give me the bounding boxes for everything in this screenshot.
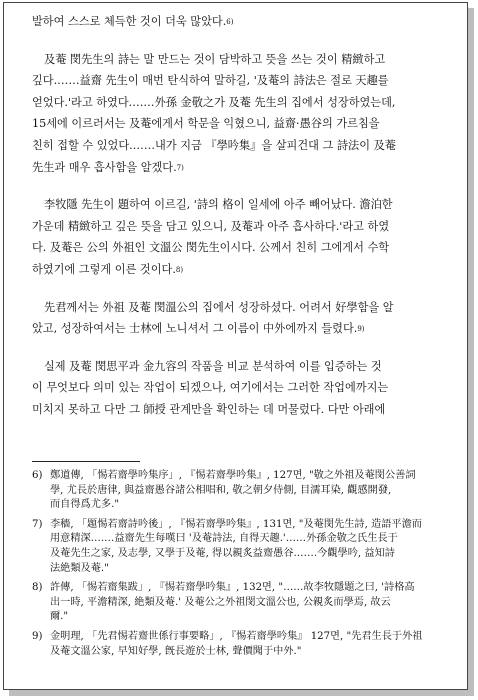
text-line: 하였기에 그렇게 이른 것이다. (32, 262, 176, 276)
main-text (32, 11, 456, 421)
footnote-line: 及菴文溫公家, 早知好學, 旣長遊於士林, 聲價聞于中外." (50, 645, 302, 657)
footnote-line: 用意精深.……益齋先生每嘆曰 '及菴詩法, 自得天趣.'……外孫金敬之氏生長于 (50, 533, 398, 545)
footnote-number: 8) (32, 582, 43, 594)
footnote-line: 而自得爲尤多." (50, 499, 120, 511)
footnotes (32, 469, 460, 664)
footnote-ref: 6) (226, 18, 234, 26)
text-line: 았고, 성장하여서는 士林에 노니셔서 그 이름이 中外에까지 들렸다. (32, 322, 358, 336)
footnote-line: 許傳, 「惕若齋集跋」, 『惕若齋學吟集』, 132면, "……故李牧隱題之曰, '詩格高 (50, 582, 415, 594)
text-line: 先生과 매우 흡사함을 알겠다. (32, 160, 177, 174)
paragraph-3-quote (32, 194, 456, 282)
footnote-number: 9) (32, 630, 43, 642)
text-line: 15세에 이르러서는 及菴에게서 학문을 익혔으니, 益齋·愚谷의 가르침을 (32, 117, 380, 131)
footnote-ref: 8) (175, 265, 184, 274)
footnote-ref: 9) (357, 325, 365, 334)
footnote-line: 李穡, 「題惕若齋詩吟後」, 『惕若齋學吟集』, 131면, "及菴閔先生詩, 造語平澹而 (50, 518, 422, 530)
text-line: 이 무엇보다 의미 있는 작업이 되겠으나, 여기에서는 그러한 작업에까지는 (32, 381, 389, 395)
footnote-line: 爾." (50, 611, 69, 623)
footnote-line: 出一時, 平澹精深, 絶類及菴.' 及菴公之外祖閔文溫公也, 公親炙而學焉, 故云 (50, 596, 391, 608)
footnote-8 (32, 581, 460, 625)
text-line: 다. 及菴은 公의 外祖인 文溫公 閔先生이시다. 公께서 친히 그에게서 수학 (32, 241, 390, 255)
paragraph-4-quote (32, 297, 456, 342)
footnote-6 (32, 469, 460, 513)
footnote-line: 鄭道傳, 「惕若齋學吟集序」, 『惕若齋學吟集』, 127면, "敬之外祖及菴閔公善詞 (50, 470, 416, 481)
footnote-9 (32, 630, 460, 659)
footnote-line: 學, 尤長於唐律, 與益齋愚谷諸公相唱和, 敬之朝夕侍側, 目濡耳染, 觀感開發, (50, 484, 392, 496)
paragraph-5 (32, 356, 456, 421)
text-line: 깊다.……益齋 先生이 매번 탄식하여 말하길, '及菴의 詩法은 절로 天趣를 (32, 74, 389, 88)
text-line: 及菴 閔先生의 詩는 말 만드는 것이 담박하고 뜻을 쓰는 것이 精緻하고 (44, 52, 386, 66)
footnote-line: 法絶類及菴." (50, 562, 109, 574)
text-line: 얻었다.'라고 하였다.……外孫 金敬之가 及菴 先生의 집에서 성장하였는데, (32, 95, 396, 109)
footnote-line: 及菴先生之家, 及志學, 又學于及菴, 得以親炙益齋愚谷.……今觀學吟, 益知詩 (50, 547, 395, 559)
page-shadow-bottom (9, 689, 474, 696)
paragraph-2-quote (32, 49, 456, 181)
text-line: 발하여 스스로 체득한 것이 더욱 많았다. (32, 15, 227, 28)
page-shadow-right (467, 8, 474, 694)
text-line: 先君께서는 外祖 及菴 閔溫公의 집에서 성장하셨다. 어려서 好學함을 알 (44, 300, 394, 314)
footnote-7 (32, 518, 460, 576)
text-line: 미치지 못하고 다만 그 師授 관계만을 확인하는 데 머물렀다. 다만 아래에 (32, 402, 386, 416)
text-line: 李牧隱 先生이 題하여 이르길, '詩의 格이 일세에 아주 빼어났다. 澹泊한 (44, 198, 393, 212)
text-line: 가운데 精緻하고 깊은 뜻을 담고 있으니, 及菴과 아주 흡사하다.'라고 하였 (32, 219, 390, 233)
footnote-number: 7) (32, 518, 43, 530)
paragraph-1 (32, 11, 456, 35)
text-line: 친히 접할 수 있었다.……내가 지금 『學吟集』을 살피건대 그 詩法이 及菴 (32, 138, 396, 152)
footnote-number: 6) (32, 470, 43, 481)
text-line: 실제 及菴 閔思平과 金九容의 작품을 비교 분석하여 이를 입증하는 것 (44, 359, 382, 373)
footnote-line: 金明理, 「先君惕若齋世係行事要略」, 『惕若齋學吟集』 127면, "先君生長于外祖 (50, 630, 423, 642)
footnote-divider (32, 461, 140, 462)
footnote-ref: 7) (176, 163, 184, 172)
document-page (3, 2, 468, 690)
